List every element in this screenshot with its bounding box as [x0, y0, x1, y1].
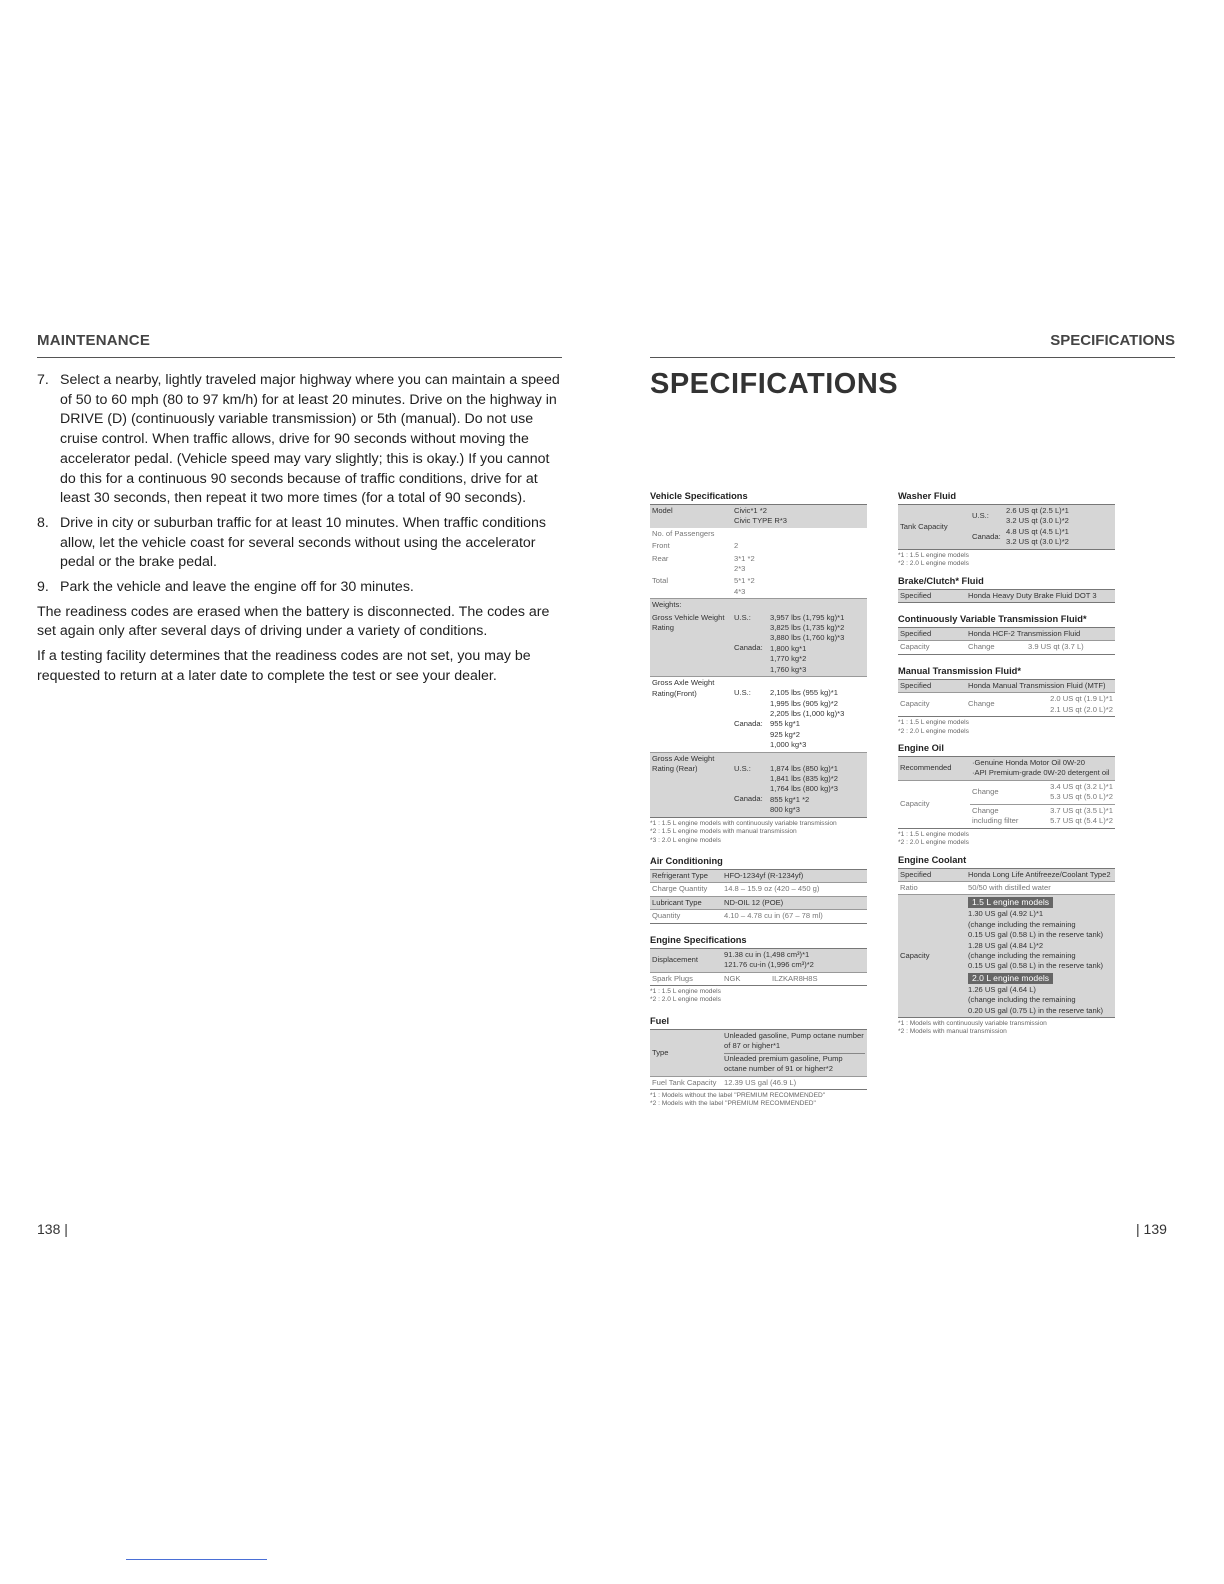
table-row [650, 948, 867, 972]
brake-fluid-table [898, 589, 1115, 603]
value-line: 0.15 US gal (0.58 L) in the reserve tank) [968, 930, 1104, 940]
washer-fluid-table [898, 504, 1115, 550]
region-label: Canada: [734, 718, 763, 728]
cell-label: Change including filter [970, 804, 1022, 828]
cell-label: Gross Vehicle Weight Rating [650, 612, 732, 677]
table-row [898, 505, 1115, 550]
footnotes [650, 820, 867, 846]
value-line: 3,880 lbs (1,760 kg)*3 [770, 633, 845, 643]
cell-value: 14.8 – 15.9 oz (420 – 450 g) [722, 883, 867, 896]
table-row [650, 870, 867, 883]
section-title: Brake/Clutch* Fluid [898, 575, 984, 586]
table-row [650, 553, 867, 576]
cell-value: Honda Manual Transmission Fluid (MTF) [966, 679, 1115, 692]
value-line: Civic*1 *2 [734, 506, 767, 515]
value-line: 121.76 cu-in (1,996 cm³)*2 [724, 960, 814, 970]
engine-model-badge: 2.0 L engine models [968, 973, 1053, 984]
section-title: Continuously Variable Transmission Fluid* [898, 614, 1087, 625]
running-header-right: SPECIFICATIONS [650, 332, 1175, 358]
cell-value: 2 [734, 541, 739, 551]
value-line: Unleaded premium gasoline, Pump octane number of 91 or higher*2 [724, 1053, 865, 1075]
cell-label: Front [652, 541, 670, 551]
footnote: *2 : 2.0 L engine models [898, 560, 969, 568]
table-row [650, 1029, 867, 1076]
footnote: *1 : 1.5 L engine models [898, 719, 969, 727]
cell-label: Type [650, 1029, 722, 1076]
section-title: Air Conditioning [650, 856, 723, 867]
cell-label: Specified [898, 628, 966, 641]
engine-spec-table [650, 948, 867, 986]
cell-label: Change [966, 693, 1026, 717]
value-line: 800 kg*3 [770, 805, 800, 815]
table-row [650, 528, 867, 540]
cell-value: 12.39 US gal (46.9 L) [722, 1076, 867, 1089]
step-item [37, 371, 562, 509]
cell-label: Lubricant Type [650, 896, 722, 909]
cell-label: Refrigerant Type [650, 870, 722, 883]
footnote: *3 : 2.0 L engine models [650, 836, 721, 844]
cvt-fluid-table [898, 627, 1115, 655]
value-line: 1,874 lbs (850 kg)*1 [770, 763, 838, 773]
cell-label: Charge Quantity [650, 883, 722, 896]
cell-label: Change [966, 641, 1026, 654]
cell-label: Rear [652, 553, 669, 563]
air-conditioning-table [650, 869, 867, 924]
cell-value: 50/50 with distilled water [966, 881, 1115, 894]
value-line: 3,825 lbs (1,735 kg)*2 [770, 623, 845, 633]
footnotes [898, 1020, 1115, 1037]
footnotes [650, 988, 867, 1005]
step-text: Drive in city or suburban traffic for at least 10 minutes. When traffic conditions allow, let the vehicle coast for several seconds without using the accelerator pedal or the brake pedal. [60, 514, 547, 571]
cell-value: Honda HCF-2 Transmission Fluid [966, 628, 1115, 641]
value-line: 5.7 US qt (5.4 L)*2 [1050, 816, 1113, 826]
value-line: 5.3 US qt (5.0 L)*2 [1050, 792, 1113, 802]
cell-label: Specified [898, 868, 966, 881]
table-row [650, 599, 867, 612]
mt-fluid-table [898, 679, 1115, 717]
region-label: U.S.: [734, 688, 751, 698]
value-line: 3.4 US qt (3.2 L)*1 [1050, 781, 1113, 791]
fuel-table [650, 1029, 867, 1090]
value-line: 3,957 lbs (1,795 kg)*1 [770, 612, 845, 622]
value-line: ·API Premium-grade 0W-20 detergent oil [972, 768, 1110, 778]
table-row [650, 1076, 867, 1089]
cell-value: ILZKAR8H8S [770, 972, 867, 985]
cell-label: Ratio [898, 881, 966, 894]
value-line: 1,764 lbs (800 kg)*3 [770, 784, 838, 794]
step-item [37, 578, 562, 598]
cell-value: HFO-1234yf (R-1234yf) [722, 870, 867, 883]
cell-value [768, 612, 867, 677]
footnote: *1 : 1.5 L engine models [898, 551, 969, 559]
table-row [898, 679, 1115, 692]
table-row [650, 575, 867, 598]
table-row [650, 540, 867, 552]
engine-coolant-table [898, 868, 1115, 1018]
value-line: 4*3 [734, 586, 746, 596]
table-row [898, 628, 1115, 641]
cell-value [722, 948, 867, 972]
value-line: 1.26 US gal (4.64 L) [968, 984, 1036, 994]
paragraph: If a testing facility determines that the readiness codes are not set, you may be requested to return at a later date to complete the test or see your dealer. [37, 648, 531, 684]
vehicle-spec-table [650, 504, 867, 818]
value-line: 3.7 US qt (3.5 L)*1 [1050, 805, 1113, 815]
value-line: 1,841 lbs (835 kg)*2 [770, 773, 838, 783]
cell-label: Gross Axle Weight Rating(Front) [650, 677, 732, 752]
value-line: 3*1 *2 [734, 553, 755, 563]
cell-label: Specified [898, 679, 966, 692]
spec-column-left [650, 490, 867, 1109]
cell-value: NGK [722, 972, 770, 985]
cell-value [768, 752, 867, 817]
running-header-left: MAINTENANCE [37, 332, 562, 358]
table-row [650, 972, 867, 985]
footnote: *1 : 1.5 L engine models [650, 987, 721, 995]
value-line: (change including the remaining [968, 919, 1076, 929]
table-row [650, 752, 867, 817]
section-title: Vehicle Specifications [650, 491, 748, 501]
step-number: 9. [37, 579, 49, 596]
footnotes [898, 552, 1115, 569]
table-row [898, 868, 1115, 881]
region-label: U.S.: [734, 612, 751, 622]
cell-label: Fuel Tank Capacity [650, 1076, 722, 1089]
section-title: Engine Oil [898, 743, 944, 754]
region-label: U.S.: [972, 511, 989, 520]
table-row [898, 641, 1115, 654]
cell-label: Specified [898, 589, 966, 602]
value-line: 955 kg*1 [770, 719, 800, 729]
engine-model-badge: 1.5 L engine models [968, 897, 1053, 908]
region-label: Canada: [734, 793, 763, 803]
value-line: Unleaded gasoline, Pump octane number of 87 or higher*1 [724, 1030, 864, 1051]
value-line: 1.30 US gal (4.92 L)*1 [968, 909, 1044, 919]
cell-value: 4.10 – 4.78 cu in (67 – 78 ml) [722, 910, 867, 923]
value-line: ·Genuine Honda Motor Oil 0W-20 [972, 758, 1085, 768]
cell-value [1022, 804, 1115, 828]
step-item [37, 514, 562, 573]
paragraph: The readiness codes are erased when the battery is disconnected. The codes are set again only after several days of driving under a variety of conditions. [37, 603, 550, 640]
value-line: (change including the remaining [968, 950, 1076, 960]
cell-label: Total [652, 576, 669, 586]
cell-label: Tank Capacity [898, 505, 970, 550]
cell-label: No. of Passengers [652, 528, 715, 538]
cell-label: Capacity [898, 693, 966, 717]
footnote: *2 : 2.0 L engine models [650, 996, 721, 1004]
divider [126, 1559, 267, 1560]
section-title: Manual Transmission Fluid* [898, 665, 1021, 676]
footnotes [898, 719, 1115, 736]
cell-label: Recommended [898, 757, 970, 781]
cell-label: Change [970, 780, 1022, 804]
cell-value [1026, 693, 1115, 717]
cell-value [732, 505, 867, 528]
region-label: Canada: [972, 532, 1001, 542]
value-line: 0.20 US gal (0.75 L) in the reserve tank) [968, 1005, 1104, 1015]
value-line: (change including the remaining [968, 995, 1076, 1005]
value-line: 1,800 kg*1 [770, 643, 807, 653]
section-title: Engine Specifications [650, 934, 747, 945]
step-number: 7. [37, 372, 49, 388]
value-line: 5*1 *2 [734, 576, 755, 586]
value-line: 2.0 US qt (1.9 L)*1 [1050, 694, 1113, 704]
value-line: 855 kg*1 *2 [770, 794, 810, 804]
value-line: 3.2 US qt (3.0 L)*2 [1006, 537, 1069, 547]
cell-region [732, 612, 768, 677]
spec-column-right [898, 490, 1115, 1037]
value-line: 2,105 lbs (955 kg)*1 [770, 688, 838, 698]
engine-oil-table [898, 756, 1115, 828]
cell-label: Spark Plugs [650, 972, 722, 985]
value-line: 3.2 US qt (3.0 L)*2 [1006, 516, 1069, 526]
cell-region [970, 505, 1004, 550]
table-row [650, 612, 867, 677]
cell-label: Model [650, 505, 732, 528]
footnote: *2 : 2.0 L engine models [898, 727, 969, 735]
value-line: 91.38 cu in (1,498 cm³)*1 [724, 949, 810, 959]
value-line: 1,770 kg*2 [770, 654, 807, 664]
cell-label: Capacity [898, 780, 970, 828]
cell-value [722, 1029, 867, 1076]
cell-value [1004, 505, 1115, 550]
cell-value [732, 553, 867, 576]
value-line: 1,000 kg*3 [770, 740, 807, 750]
cell-label: Capacity [898, 641, 966, 654]
cell-value [1022, 780, 1115, 804]
footnotes [650, 1092, 867, 1109]
region-label: Canada: [734, 643, 763, 653]
table-row [898, 757, 1115, 781]
footnote: *1 : Models with continuously variable transmission [898, 1019, 1047, 1027]
value-line: 2,205 lbs (1,000 kg)*3 [770, 708, 845, 718]
cell-label: Capacity [898, 895, 966, 1018]
table-row [898, 693, 1115, 717]
maintenance-body [37, 371, 562, 692]
cell-value [732, 575, 867, 598]
cell-region [732, 752, 768, 817]
value-line: 2.6 US qt (2.5 L)*1 [1006, 506, 1069, 515]
cell-region [732, 677, 768, 752]
footnote: *2 : Models with manual transmission [898, 1028, 1007, 1036]
table-row [650, 896, 867, 909]
table-row [898, 589, 1115, 602]
table-row [898, 780, 1115, 804]
value-line: 0.15 US gal (0.58 L) in the reserve tank) [968, 961, 1104, 971]
value-line: 1,760 kg*3 [770, 664, 807, 674]
footnote: *2 : 1.5 L engine models with manual transmission [650, 828, 797, 836]
footnote: *2 : 2.0 L engine models [898, 839, 969, 846]
cell-value [970, 757, 1115, 781]
cell-value [966, 895, 1115, 1018]
section-title: Engine Coolant [898, 854, 967, 865]
section-title: Fuel [650, 1015, 670, 1026]
page-number-left: 138 | [37, 1221, 68, 1237]
section-title: Washer Fluid [898, 491, 957, 501]
table-row [650, 883, 867, 896]
cell-value: Honda Heavy Duty Brake Fluid DOT 3 [966, 589, 1115, 602]
cell-label: Quantity [650, 910, 722, 923]
value-line: Civic TYPE R*3 [734, 516, 788, 526]
cell-value: Honda Long Life Antifreeze/Coolant Type2 [966, 868, 1115, 881]
value-line: 2.1 US qt (2.0 L)*2 [1050, 704, 1113, 714]
value-line: 925 kg*2 [770, 729, 800, 739]
value-line: 2*3 [734, 564, 746, 574]
table-row [898, 895, 1115, 1018]
footnote: *1 : 1.5 L engine models with continuously variable transmission [650, 819, 837, 827]
step-number: 8. [37, 514, 49, 531]
page-number-right: | 139 [1136, 1221, 1167, 1237]
value-line: 1.28 US gal (4.84 L)*2 [968, 940, 1044, 950]
cell-label: Weights: [650, 599, 867, 612]
footnote: *1 : 1.5 L engine models [898, 830, 969, 838]
cell-label: Displacement [650, 948, 722, 972]
cell-label: Gross Axle Weight Rating (Rear) [650, 752, 732, 817]
value-line: 4.8 US qt (4.5 L)*1 [1006, 526, 1069, 536]
step-text: Park the vehicle and leave the engine off for 30 minutes. [60, 579, 414, 596]
cell-value [768, 677, 867, 752]
cell-value: ND-OIL 12 (POE) [722, 896, 867, 909]
cell-value: 3.9 US qt (3.7 L) [1026, 641, 1115, 654]
value-line: 1,995 lbs (905 kg)*2 [770, 698, 838, 708]
table-row [650, 910, 867, 923]
footnote: *1 : Models without the label "PREMIUM RECOMMENDED" [650, 1091, 826, 1099]
region-label: U.S.: [734, 763, 751, 773]
step-text: Select a nearby, lightly traveled major highway where you can maintain a speed of 50 to 60 mph (80 to 97 km/h) for at least 20 minutes. Drive on the highway in DRIVE (D) (continuously variable transmission) or 5th (manual). Do not use cruise control. When traffic allows, drive for 90 seconds without moving the accelerator pedal. (Vehicle speed may vary slightly; this is okay.) If you cannot do this for a continuous 90 seconds because of traffic conditions, drive for at least 30 seconds, then repeat it two more times (for a total of 90 seconds). [60, 372, 560, 507]
footnote: *2 : Models with the label "PREMIUM RECOMMENDED" [650, 1100, 816, 1108]
page-title: SPECIFICATIONS [650, 368, 899, 400]
table-row [898, 881, 1115, 894]
table-row [650, 677, 867, 752]
footnotes [898, 831, 1115, 848]
table-row [650, 505, 867, 528]
